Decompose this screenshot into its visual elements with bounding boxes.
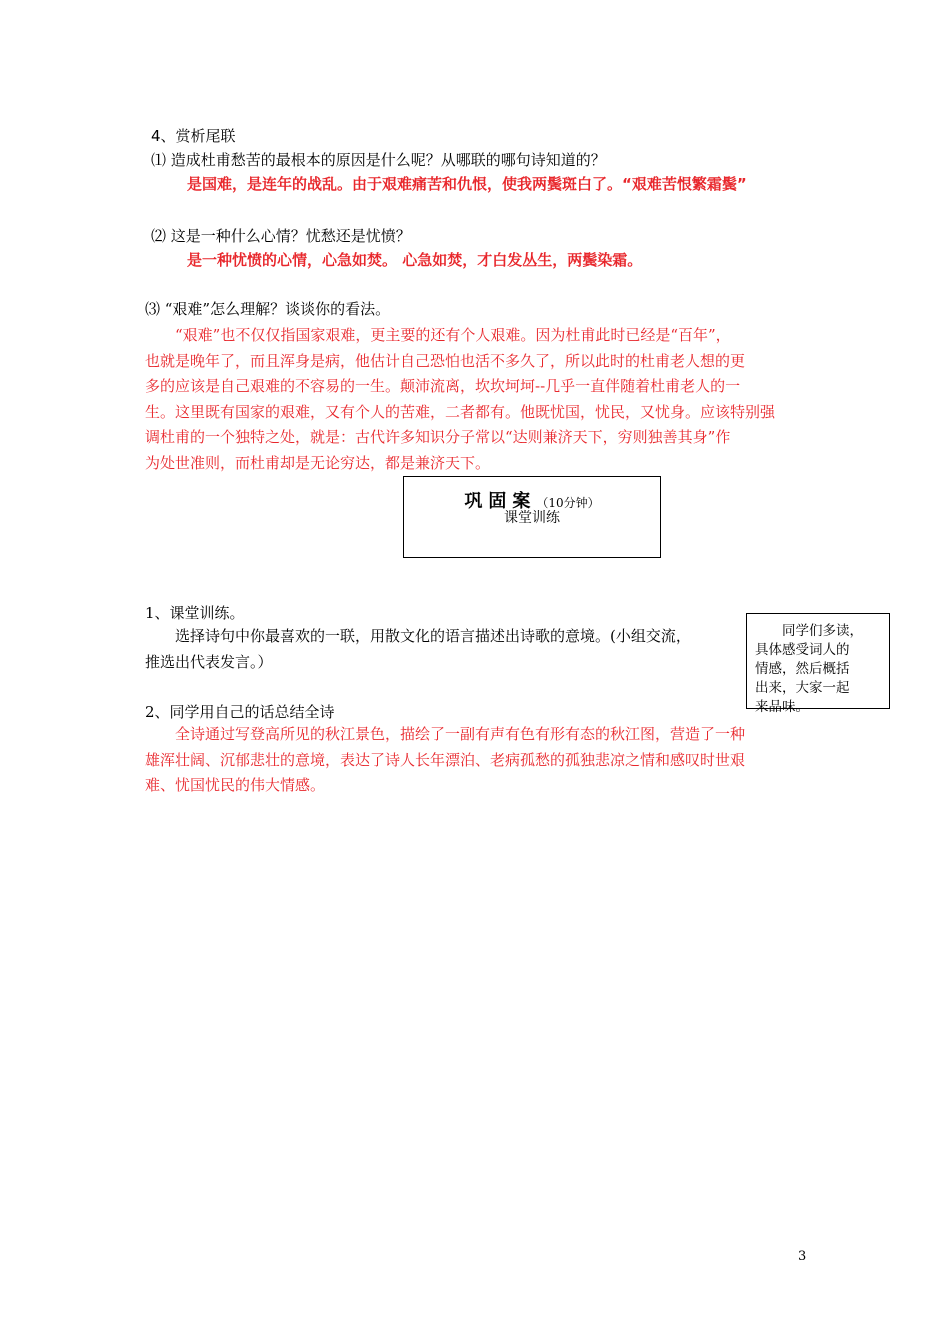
exercise-1-line: 推选出代表发言。） <box>145 652 273 671</box>
exercise-1-heading: 1、课堂训练。 <box>145 604 245 622</box>
consolidation-box <box>403 476 661 558</box>
side-note-line: 情感，然后概括 <box>755 661 850 677</box>
answer-3-line: 生。这里既有国家的艰难，又有个人的苦难，二者都有。他既忧国，忧民，又忧身。应该特别强 <box>145 402 776 421</box>
page-number: 3 <box>798 1249 807 1264</box>
side-note-line: 同学们多读， <box>782 623 863 639</box>
consolidation-time: （10分钟） <box>536 496 600 510</box>
side-note-line: 来品味。 <box>755 699 809 715</box>
exercise-2-line: 难、忧国忧民的伟大情感。 <box>145 776 326 794</box>
answer-3-line: 调杜甫的一个独特之处，就是：古代许多知识分子常以“达则兼济天下，穷则独善其身”作 <box>145 428 731 446</box>
consolidation-title: 巩固案（10分钟） <box>464 491 600 512</box>
answer-3-line: 多的应该是自己艰难的不容易的一生。颠沛流离，坎坎坷坷--几乎一直伴随着杜甫老人的一 <box>145 377 741 395</box>
question-3: ⑶ “艰难”怎么理解？谈谈你的看法。 <box>145 300 391 318</box>
answer-3 <box>145 323 825 476</box>
side-note-text <box>755 622 883 717</box>
answer-1: 是国难，是连年的战乱。由于艰难痛苦和仇恨，使我两鬓斑白了。“艰难苦恨繁霜鬓” <box>187 175 747 193</box>
exercise-2-line: 全诗通过写登高所见的秋江景色，描绘了一副有声有色有形有态的秋江图，营造了一种 <box>175 725 746 743</box>
side-note-line: 具体感受词人的 <box>755 642 850 658</box>
answer-3-line: “艰难”也不仅仅指国家艰难，更主要的还有个人艰难。因为杜甫此时已经是“百年”， <box>175 326 731 344</box>
question-1: ⑴ 造成杜甫愁苦的最根本的原因是什么呢？从哪联的哪句诗知道的？ <box>151 151 606 169</box>
question-2: ⑵ 这是一种什么心情？忧愁还是忧愤？ <box>151 227 411 245</box>
answer-3-line: 也就是晚年了，而且浑身是病，他估计自己恐怕也活不多久了，所以此时的杜甫老人想的更 <box>145 351 746 370</box>
exercise-2-answer <box>145 722 825 799</box>
exercise-1-line: 选择诗句中你最喜欢的一联，用散文化的语言描述出诗歌的意境。(小组交流， <box>175 627 691 645</box>
answer-3-line: 为处世准则，而杜甫却是无论穷达，都是兼济天下。 <box>145 453 491 472</box>
answer-2: 是一种忧愤的心情，心急如焚。 心急如焚，才白发丛生，两鬓染霜。 <box>187 251 643 269</box>
exercise-2-line: 雄浑壮阔、沉郁悲壮的意境，表达了诗人长年漂泊、老病孤愁的孤独悲凉之情和感叹时世艰 <box>145 750 746 769</box>
consolidation-subtitle: 课堂训练 <box>504 510 560 526</box>
section-heading: 4、赏析尾联 <box>151 127 236 145</box>
exercise-2-heading: 2、同学用自己的话总结全诗 <box>145 703 335 721</box>
side-note-line: 出来，大家一起 <box>755 680 850 696</box>
side-note-box <box>746 613 890 715</box>
exercise-1-text <box>145 624 745 675</box>
